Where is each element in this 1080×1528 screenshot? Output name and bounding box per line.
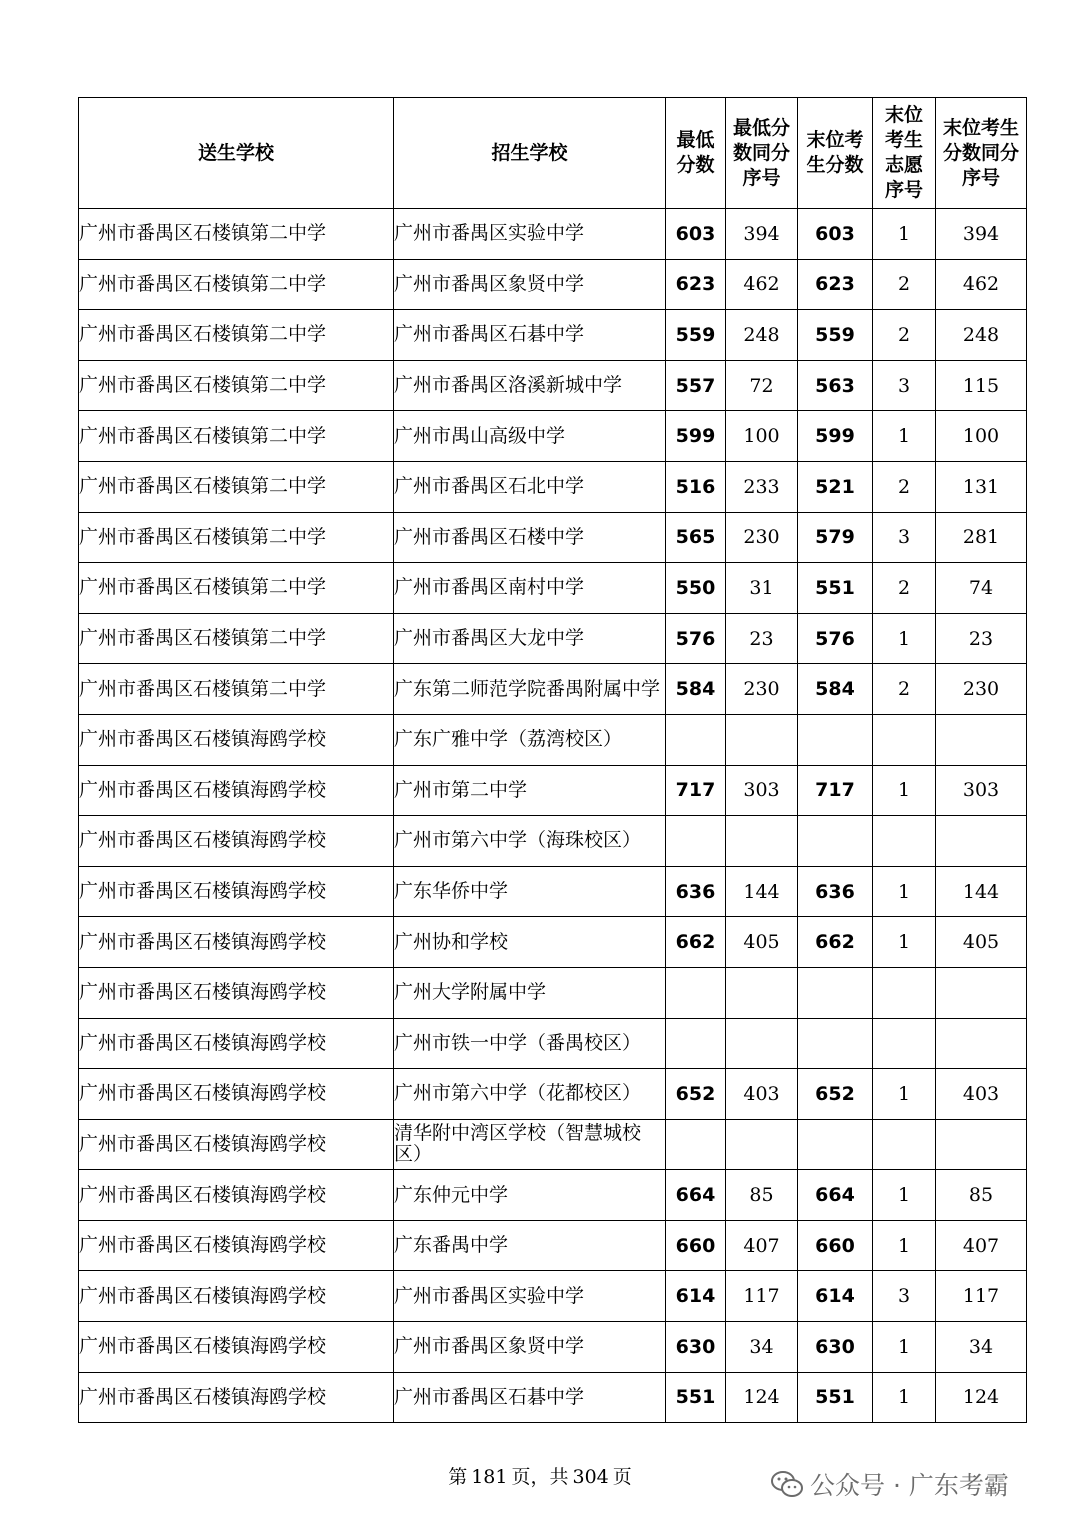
admitting-school-cell: 广州市番禺区石碁中学 <box>394 310 666 361</box>
last-choice-cell: 1 <box>873 411 936 462</box>
min-score-cell: 636 <box>666 866 726 917</box>
last-score-rank-cell: 144 <box>936 866 1027 917</box>
last-score-rank-cell: 23 <box>936 613 1027 664</box>
last-score-cell: 660 <box>798 1220 873 1271</box>
admitting-school-cell: 广州市番禺区石碁中学 <box>394 1372 666 1423</box>
min-score-cell: 662 <box>666 917 726 968</box>
column-header <box>79 98 394 209</box>
last-score-cell: 551 <box>798 563 873 614</box>
admitting-school-cell: 广州市番禺区实验中学 <box>394 209 666 260</box>
column-header-line: 末位 <box>884 104 923 126</box>
last-score-cell <box>798 967 873 1018</box>
last-score-cell <box>798 714 873 765</box>
min-score-rank-cell: 403 <box>726 1069 798 1120</box>
column-header-text <box>733 116 790 191</box>
min-score-rank-cell: 462 <box>726 259 798 310</box>
last-score-rank-cell: 462 <box>936 259 1027 310</box>
admitting-school-cell: 广东广雅中学（荔湾校区） <box>394 714 666 765</box>
admitting-school-cell: 广东番禺中学 <box>394 1220 666 1271</box>
table-row <box>79 310 1027 361</box>
min-score-cell: 599 <box>666 411 726 462</box>
last-choice-cell: 1 <box>873 1170 936 1221</box>
last-score-rank-cell: 74 <box>936 563 1027 614</box>
last-score-cell: 614 <box>798 1271 873 1322</box>
column-header-line: 志愿 <box>884 154 923 176</box>
last-score-cell: 636 <box>798 866 873 917</box>
table-row <box>79 259 1027 310</box>
column-header-line: 最低 <box>676 129 715 151</box>
last-score-rank-cell: 403 <box>936 1069 1027 1120</box>
min-score-cell: 660 <box>666 1220 726 1271</box>
sending-school-cell: 广州市番禺区石楼镇海鸥学校 <box>79 866 394 917</box>
last-choice-cell: 2 <box>873 664 936 715</box>
admitting-school-cell: 广州市禺山高级中学 <box>394 411 666 462</box>
admitting-school-cell: 广州市番禺区石北中学 <box>394 461 666 512</box>
min-score-cell: 565 <box>666 512 726 563</box>
last-score-cell: 551 <box>798 1372 873 1423</box>
table-row <box>79 1018 1027 1069</box>
min-score-rank-cell: 230 <box>726 512 798 563</box>
sending-school-cell: 广州市番禺区石楼镇第二中学 <box>79 461 394 512</box>
admitting-school-cell: 广州市第六中学（海珠校区） <box>394 816 666 867</box>
last-score-rank-cell <box>936 1119 1027 1170</box>
sending-school-cell: 广州市番禺区石楼镇海鸥学校 <box>79 1170 394 1221</box>
min-score-cell <box>666 1018 726 1069</box>
sending-school-cell: 广州市番禺区石楼镇第二中学 <box>79 360 394 411</box>
min-score-rank-cell: 72 <box>726 360 798 411</box>
table-row <box>79 563 1027 614</box>
last-score-cell: 576 <box>798 613 873 664</box>
last-score-rank-cell: 131 <box>936 461 1027 512</box>
last-choice-cell: 1 <box>873 209 936 260</box>
admitting-school-cell: 广州市第二中学 <box>394 765 666 816</box>
last-score-cell: 652 <box>798 1069 873 1120</box>
table-body <box>79 209 1027 1423</box>
table-row <box>79 714 1027 765</box>
min-score-cell <box>666 816 726 867</box>
last-choice-cell: 1 <box>873 917 936 968</box>
min-score-rank-cell: 230 <box>726 664 798 715</box>
column-header-line: 序号 <box>961 166 1000 189</box>
min-score-rank-cell <box>726 1119 798 1170</box>
sending-school-cell: 广州市番禺区石楼镇海鸥学校 <box>79 1069 394 1120</box>
last-choice-cell <box>873 1119 936 1170</box>
column-header-line: 数同分 <box>732 141 790 164</box>
column-header-line: 序号 <box>742 166 781 189</box>
last-score-cell: 717 <box>798 765 873 816</box>
wechat-icon <box>770 1469 804 1499</box>
last-score-cell: 664 <box>798 1170 873 1221</box>
sending-school-cell: 广州市番禺区石楼镇第二中学 <box>79 411 394 462</box>
table-row <box>79 1271 1027 1322</box>
column-header-line: 分数同分 <box>942 141 1019 164</box>
column-header-line: 末位考生 <box>942 116 1019 139</box>
last-choice-cell: 2 <box>873 563 936 614</box>
column-header-text <box>491 141 567 166</box>
last-score-cell: 559 <box>798 310 873 361</box>
admitting-school-cell: 广州市番禺区南村中学 <box>394 563 666 614</box>
table-row <box>79 816 1027 867</box>
last-choice-cell: 2 <box>873 310 936 361</box>
admission-table <box>78 97 1027 1423</box>
last-score-rank-cell: 303 <box>936 765 1027 816</box>
sending-school-cell: 广州市番禺区石楼镇海鸥学校 <box>79 816 394 867</box>
sending-school-cell: 广州市番禺区石楼镇第二中学 <box>79 209 394 260</box>
sending-school-cell: 广州市番禺区石楼镇海鸥学校 <box>79 967 394 1018</box>
sending-school-cell: 广州市番禺区石楼镇海鸥学校 <box>79 765 394 816</box>
last-score-cell: 599 <box>798 411 873 462</box>
min-score-rank-cell: 124 <box>726 1372 798 1423</box>
admitting-school-cell: 广州市番禺区象贤中学 <box>394 1322 666 1373</box>
admitting-school-cell: 广州大学附属中学 <box>394 967 666 1018</box>
column-header-text <box>198 141 274 166</box>
table-row <box>79 411 1027 462</box>
min-score-cell: 652 <box>666 1069 726 1120</box>
min-score-rank-cell: 394 <box>726 209 798 260</box>
table-row <box>79 512 1027 563</box>
min-score-cell: 664 <box>666 1170 726 1221</box>
column-header-line: 最低分 <box>732 116 790 139</box>
last-score-rank-cell <box>936 714 1027 765</box>
min-score-cell: 584 <box>666 664 726 715</box>
last-choice-cell: 1 <box>873 866 936 917</box>
sending-school-cell: 广州市番禺区石楼镇第二中学 <box>79 512 394 563</box>
admitting-school-cell: 广州协和学校 <box>394 917 666 968</box>
last-score-cell: 584 <box>798 664 873 715</box>
column-header-text <box>943 116 1019 191</box>
column-header-line: 分数 <box>676 154 715 176</box>
column-header-line: 考生 <box>884 129 923 151</box>
min-score-rank-cell: 144 <box>726 866 798 917</box>
last-score-cell: 630 <box>798 1322 873 1373</box>
column-header-line: 生分数 <box>806 154 864 176</box>
min-score-cell: 516 <box>666 461 726 512</box>
sending-school-cell: 广州市番禺区石楼镇第二中学 <box>79 259 394 310</box>
column-header <box>394 98 666 209</box>
min-score-cell <box>666 1119 726 1170</box>
last-score-cell <box>798 1119 873 1170</box>
sending-school-cell: 广州市番禺区石楼镇第二中学 <box>79 664 394 715</box>
last-score-rank-cell: 115 <box>936 360 1027 411</box>
min-score-rank-cell: 248 <box>726 310 798 361</box>
table-row <box>79 1119 1027 1170</box>
min-score-rank-cell: 407 <box>726 1220 798 1271</box>
last-score-rank-cell <box>936 967 1027 1018</box>
min-score-cell: 551 <box>666 1372 726 1423</box>
admitting-school-cell: 广州市番禺区石楼中学 <box>394 512 666 563</box>
min-score-rank-cell <box>726 967 798 1018</box>
column-header-line: 末位考 <box>806 129 864 151</box>
table-row <box>79 866 1027 917</box>
min-score-rank-cell: 303 <box>726 765 798 816</box>
sending-school-cell: 广州市番禺区石楼镇第二中学 <box>79 613 394 664</box>
min-score-rank-cell: 34 <box>726 1322 798 1373</box>
min-score-cell: 717 <box>666 765 726 816</box>
admitting-school-cell: 广东华侨中学 <box>394 866 666 917</box>
last-choice-cell: 1 <box>873 1322 936 1373</box>
column-header <box>666 98 726 209</box>
last-score-rank-cell <box>936 816 1027 867</box>
min-score-cell: 576 <box>666 613 726 664</box>
admitting-school-cell: 广州市第六中学（花都校区） <box>394 1069 666 1120</box>
table-header-row <box>79 98 1027 209</box>
min-score-rank-cell: 233 <box>726 461 798 512</box>
page-current: 181 <box>471 1466 508 1488</box>
table-row <box>79 664 1027 715</box>
admitting-school-cell: 广东第二师范学院番禺附属中学 <box>394 664 666 715</box>
column-header-line: 送生学校 <box>197 141 274 164</box>
page-total: 304 <box>572 1466 609 1488</box>
table-row <box>79 1372 1027 1423</box>
table-row <box>79 1220 1027 1271</box>
last-choice-cell <box>873 714 936 765</box>
last-score-cell: 521 <box>798 461 873 512</box>
column-header <box>798 98 873 209</box>
table-row <box>79 209 1027 260</box>
table-row <box>79 1170 1027 1221</box>
last-choice-cell <box>873 1018 936 1069</box>
sending-school-cell: 广州市番禺区石楼镇海鸥学校 <box>79 917 394 968</box>
last-score-cell: 563 <box>798 360 873 411</box>
last-choice-cell: 2 <box>873 259 936 310</box>
last-choice-cell: 1 <box>873 1372 936 1423</box>
last-score-rank-cell: 117 <box>936 1271 1027 1322</box>
last-choice-cell <box>873 816 936 867</box>
last-score-cell <box>798 1018 873 1069</box>
last-choice-cell: 3 <box>873 512 936 563</box>
min-score-rank-cell <box>726 816 798 867</box>
min-score-rank-cell <box>726 1018 798 1069</box>
table-row <box>79 360 1027 411</box>
last-choice-cell: 3 <box>873 1271 936 1322</box>
column-header-text <box>806 128 863 178</box>
min-score-cell: 614 <box>666 1271 726 1322</box>
table-row <box>79 967 1027 1018</box>
sending-school-cell: 广州市番禺区石楼镇第二中学 <box>79 310 394 361</box>
last-choice-cell: 1 <box>873 613 936 664</box>
min-score-rank-cell: 31 <box>726 563 798 614</box>
last-score-rank-cell: 248 <box>936 310 1027 361</box>
column-header <box>873 98 936 209</box>
min-score-cell: 557 <box>666 360 726 411</box>
last-score-rank-cell: 405 <box>936 917 1027 968</box>
table-row <box>79 1322 1027 1373</box>
min-score-cell: 623 <box>666 259 726 310</box>
sending-school-cell: 广州市番禺区石楼镇海鸥学校 <box>79 1372 394 1423</box>
last-score-rank-cell: 230 <box>936 664 1027 715</box>
table-row <box>79 765 1027 816</box>
last-choice-cell: 1 <box>873 1069 936 1120</box>
min-score-cell: 630 <box>666 1322 726 1373</box>
last-score-cell: 662 <box>798 917 873 968</box>
column-header-text <box>885 103 923 203</box>
min-score-cell: 559 <box>666 310 726 361</box>
last-choice-cell: 1 <box>873 765 936 816</box>
column-header-line: 序号 <box>884 179 923 201</box>
last-score-rank-cell: 394 <box>936 209 1027 260</box>
min-score-rank-cell: 117 <box>726 1271 798 1322</box>
sending-school-cell: 广州市番禺区石楼镇海鸥学校 <box>79 1119 394 1170</box>
min-score-cell <box>666 967 726 1018</box>
last-score-cell: 579 <box>798 512 873 563</box>
admitting-school-cell: 广州市番禺区大龙中学 <box>394 613 666 664</box>
last-score-rank-cell <box>936 1018 1027 1069</box>
table-row <box>79 461 1027 512</box>
column-header-line: 招生学校 <box>491 141 568 164</box>
min-score-rank-cell: 405 <box>726 917 798 968</box>
sending-school-cell: 广州市番禺区石楼镇海鸥学校 <box>79 1220 394 1271</box>
min-score-cell: 550 <box>666 563 726 614</box>
sending-school-cell: 广州市番禺区石楼镇海鸥学校 <box>79 1018 394 1069</box>
admitting-school-cell: 广州市番禺区洛溪新城中学 <box>394 360 666 411</box>
min-score-rank-cell: 100 <box>726 411 798 462</box>
sending-school-cell: 广州市番禺区石楼镇海鸥学校 <box>79 1271 394 1322</box>
sending-school-cell: 广州市番禺区石楼镇海鸥学校 <box>79 1322 394 1373</box>
admitting-school-cell: 广东仲元中学 <box>394 1170 666 1221</box>
min-score-rank-cell: 23 <box>726 613 798 664</box>
page-suffix: 页 <box>612 1466 632 1488</box>
wechat-watermark <box>770 1466 1009 1502</box>
column-header <box>936 98 1027 209</box>
last-choice-cell: 3 <box>873 360 936 411</box>
admitting-school-cell: 清华附中湾区学校（智慧城校区） <box>394 1119 666 1170</box>
min-score-rank-cell: 85 <box>726 1170 798 1221</box>
min-score-cell: 603 <box>666 209 726 260</box>
last-score-cell: 603 <box>798 209 873 260</box>
page-prefix: 第 <box>448 1466 468 1488</box>
last-score-rank-cell: 124 <box>936 1372 1027 1423</box>
last-score-rank-cell: 281 <box>936 512 1027 563</box>
last-score-cell: 623 <box>798 259 873 310</box>
column-header <box>726 98 798 209</box>
sending-school-cell: 广州市番禺区石楼镇第二中学 <box>79 563 394 614</box>
last-choice-cell: 2 <box>873 461 936 512</box>
admitting-school-cell: 广州市番禺区实验中学 <box>394 1271 666 1322</box>
min-score-rank-cell <box>726 714 798 765</box>
page-middle: 页，共 <box>511 1466 569 1488</box>
last-score-rank-cell: 100 <box>936 411 1027 462</box>
admitting-school-cell: 广州市番禺区象贤中学 <box>394 259 666 310</box>
last-score-rank-cell: 407 <box>936 1220 1027 1271</box>
watermark-text: 公众号 · 广东考霸 <box>810 1471 1009 1500</box>
column-header-text <box>676 128 714 178</box>
min-score-cell <box>666 714 726 765</box>
last-choice-cell: 1 <box>873 1220 936 1271</box>
table-row <box>79 613 1027 664</box>
table-row <box>79 1069 1027 1120</box>
admitting-school-cell: 广州市铁一中学（番禺校区） <box>394 1018 666 1069</box>
last-score-rank-cell: 34 <box>936 1322 1027 1373</box>
last-score-cell <box>798 816 873 867</box>
table-row <box>79 917 1027 968</box>
last-choice-cell <box>873 967 936 1018</box>
sending-school-cell: 广州市番禺区石楼镇海鸥学校 <box>79 714 394 765</box>
last-score-rank-cell: 85 <box>936 1170 1027 1221</box>
